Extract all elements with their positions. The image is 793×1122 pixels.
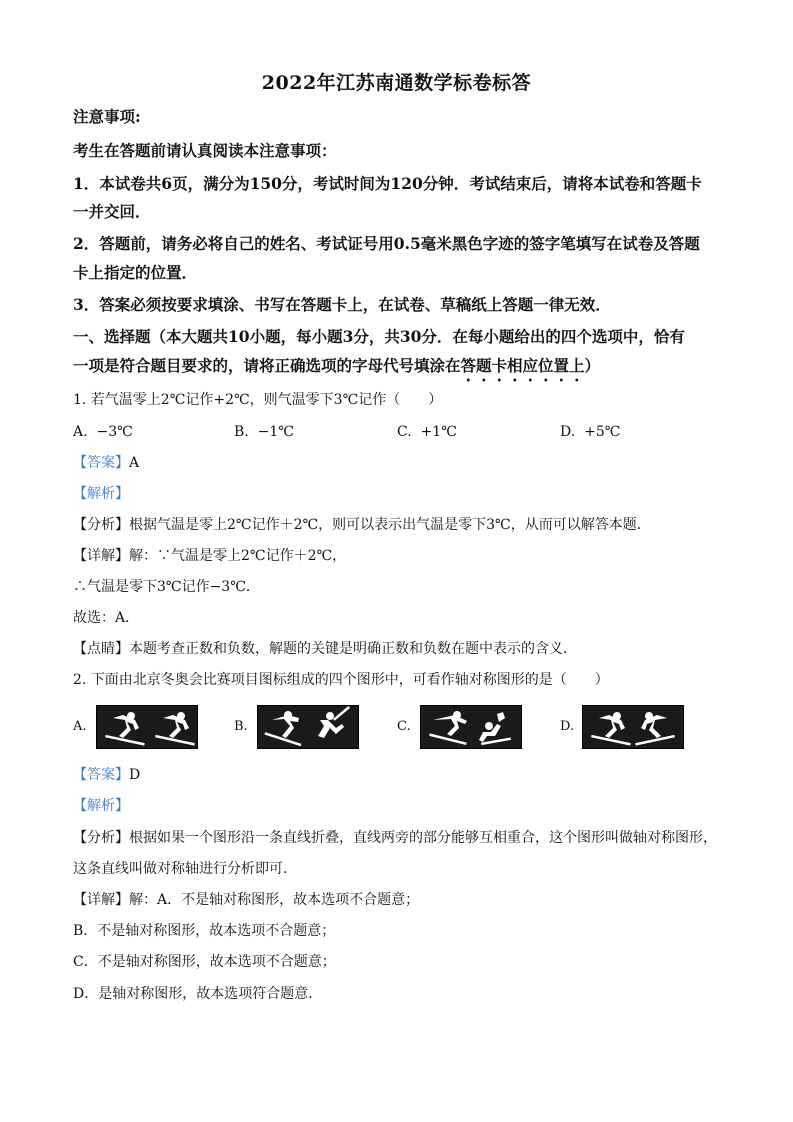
notice-intro: 考生在答题前请认真阅读本注意事项：	[73, 141, 337, 160]
q2-option-d-label: D.	[560, 719, 575, 734]
section-heading: 一、选择题（本大题共10小题，每小题3分，共30分．在每小题给出的四个选项中，恰有	[73, 327, 685, 346]
notice-item-2: 2．答题前，请务必将自己的姓名、考试证号用0.5毫米黑色字迹的签字笔填写在试卷及答题	[73, 234, 700, 253]
q2-stem: 2. 下面由北京冬奥会比赛项目图标组成的四个图形中，可看作轴对称图形的是（ ）	[73, 672, 609, 688]
q1-stem: 1. 若气温零上2℃记作+2℃，则气温零下3℃记作（ ）	[73, 392, 443, 408]
q2-option-a-image	[96, 705, 198, 749]
q2-step-c: C．不是轴对称图形，故本选项不合题意；	[73, 954, 336, 970]
q1-option-a: A. −3℃	[73, 424, 133, 440]
q2-option-a-label: A.	[73, 719, 87, 734]
ski-pictogram-icon	[583, 706, 683, 748]
q1-option-c: C. +1℃	[397, 424, 457, 440]
q1-answer: 【答案】A	[73, 455, 140, 471]
q1-option-d: D. +5℃	[560, 424, 621, 440]
q1-option-b: B. −1℃	[234, 424, 294, 440]
ski-pictogram-icon	[421, 706, 521, 748]
notice-heading: 注意事项:	[73, 107, 141, 126]
section-instruction: 一项是符合题目要求的，请将正确选项的字母代号填涂在	[73, 356, 461, 375]
section-instruction-emphasis: 答题卡相应位置上	[460, 356, 585, 375]
q1-analysis-tag: 【解析】	[73, 486, 129, 502]
section-heading-cont	[73, 356, 600, 385]
q2-fenxi: 【分析】根据如果一个图形沿一条直线折叠，直线两旁的部分能够互相重合，这个图形叫做轴对称图形，	[73, 830, 717, 846]
section-instruction-end: ）	[584, 356, 601, 375]
q2-step-d: D．是轴对称图形，故本选项符合题意．	[73, 986, 323, 1002]
notice-item-2-cont: 卡上指定的位置．	[73, 263, 198, 282]
q2-analysis-tag: 【解析】	[73, 798, 129, 814]
q2-option-b-image	[257, 705, 359, 749]
q2-step-b: B．不是轴对称图形，故本选项不合题意；	[73, 923, 336, 939]
q1-fenxi: 【分析】根据气温是零上2℃记作＋2℃，则可以表示出气温是零下3℃，从而可以解答本题．	[73, 517, 651, 533]
page-title: 2022年江苏南通数学标卷标答	[261, 72, 532, 94]
q1-step: ∴气温是零下3℃记作−3℃．	[73, 579, 260, 595]
ski-pictogram-icon	[258, 706, 358, 748]
q2-xiangjie: 【详解】解：A．不是轴对称图形，故本选项不合题意；	[73, 892, 420, 908]
answer-tag: 【答案】	[73, 767, 129, 783]
q1-xiangjie: 【详解】解：∵气温是零上2℃记作＋2℃，	[73, 548, 347, 564]
q2-option-d-image	[582, 705, 684, 749]
q2-answer: 【答案】D	[73, 767, 141, 783]
notice-item-1: 1．本试卷共6页，满分为150分，考试时间为120分钟．考试结束后，请将本试卷和答题卡	[73, 174, 702, 193]
q2-option-c-image	[420, 705, 522, 749]
q2-fenxi-cont: 这条直线叫做对称轴进行分析即可．	[73, 861, 297, 877]
q2-option-b-label: B.	[234, 719, 248, 734]
q1-dianjing: 【点睛】本题考查正数和负数，解题的关键是明确正数和负数在题中表示的含义．	[73, 641, 577, 657]
q2-option-c-label: C.	[397, 719, 411, 734]
q1-choice: 故选：A．	[73, 610, 140, 626]
notice-item-3: 3．答案必须按要求填涂、书写在答题卡上，在试卷、草稿纸上答题一律无效．	[73, 295, 611, 314]
ski-pictogram-icon	[97, 706, 197, 748]
notice-item-1-cont: 一并交回．	[73, 202, 151, 221]
answer-tag: 【答案】	[73, 455, 129, 471]
